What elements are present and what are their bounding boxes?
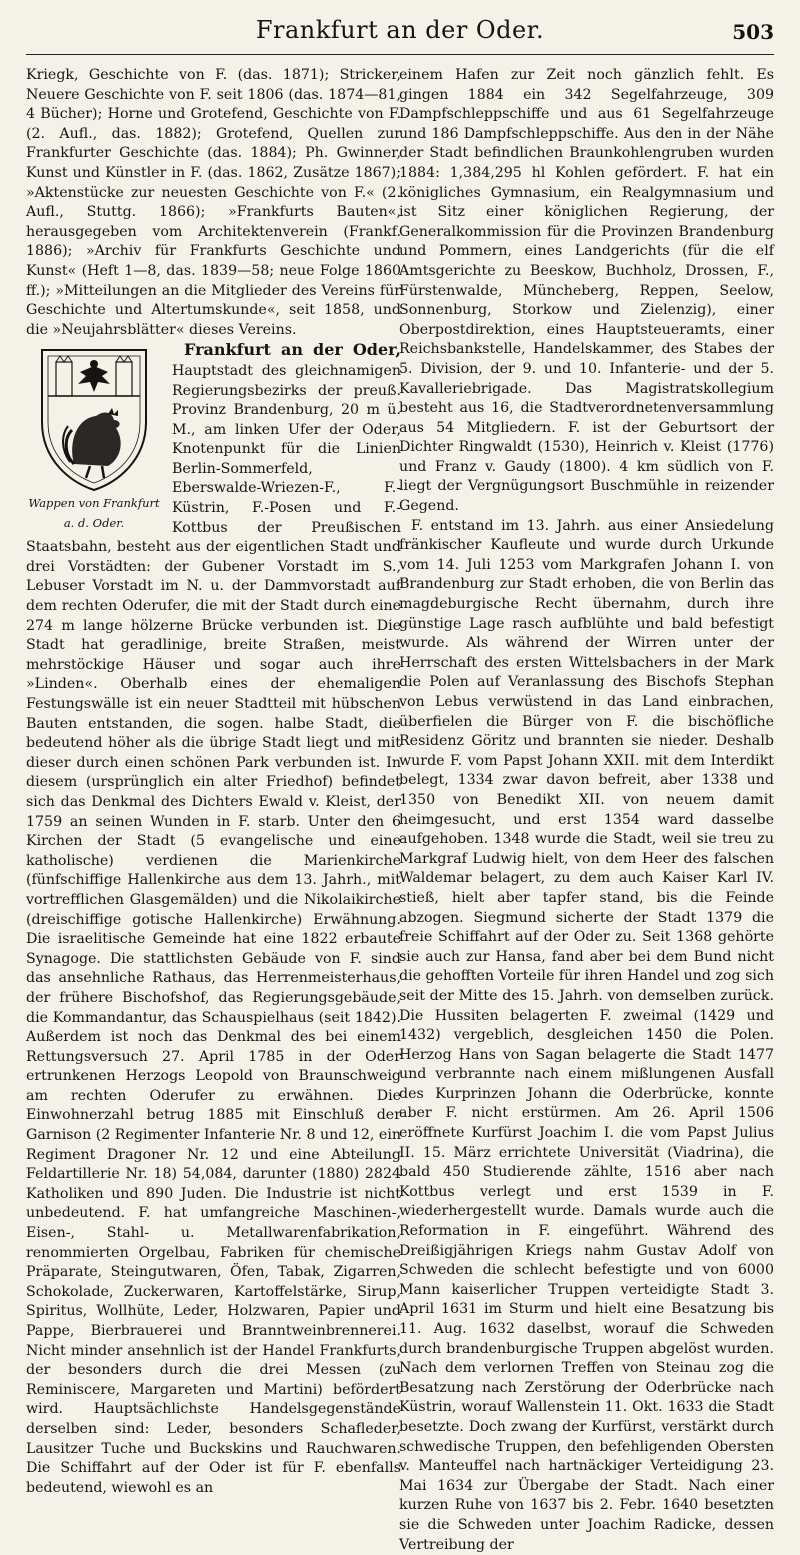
entry-title: Frankfurt an der Oder,: [184, 340, 401, 360]
page-header: [26, 12, 774, 56]
coat-of-arms-figure: [26, 344, 162, 533]
bibliography-paragraph: Kriegk, Geschichte von F. (das. 1871); Stricker, Neuere Geschichte von F. seit 1806 (das. 1874—81, 4 Bücher); Horne und Grotefend, Geschichte von F. (2. Aufl., das. 1882); Grotefend, Quellen zur Frankfurter Geschichte (das. 1884); Ph. Gwinner, Kunst und Künstler in F. (das. 1862, Zusätze 1867); »Aktenstücke zur neuesten Geschichte von F.« (2. Aufl., Stuttg. 1866); »Frankfurts Bauten«, herausgegeben vom Architektenverein (Frankf. 1886); »Archiv für Frankfurts Geschichte und Kunst« (Heft 1—8, das. 1839—58; neue Folge 1860 ff.); »Mitteilungen an die Mitglieder des Vereins für Geschichte und Altertumskunde«, seit 1858, und die »Neujahrsblätter« dieses Vereins.: [26, 67, 401, 338]
figure-caption: Wappen von Frankfurt a. d. Oder.: [28, 496, 160, 530]
running-title: Frankfurt an der Oder.: [255, 16, 545, 44]
header-rule: [26, 54, 774, 55]
history-paragraph: F. entstand im 13. Jahrh. aus einer Ansiedelung fränkischer Kaufleute und wurde durch Urkunde vom 14. Juli 1253 vom Markgrafen Johann I. von Brandenburg zur Stadt erhoben, die von Berlin das magdeburgische Recht übernahm, durch ihre günstige Lage rasch aufblühte und bald befestigt wurde. Als während der Wirren unter der Herrschaft des ersten Wittelsbachers in der Mark die Polen auf Veranlassung des Bischofs Stephan von Lebus verwüstend in das Land einbrachen, überfielen die Bürger von F. die bischöfliche Residenz Göritz und brannten sie nieder. Deshalb wurde F. vom Papst Johann XXII. mit dem Interdikt belegt, 1334 zwar davon befreit, aber 1338 und 1350 von Benedikt XII. von neuem damit heimgesucht, und erst 1354 ward dasselbe aufgehoben. 1348 wurde die Stadt, weil sie treu zu Markgraf Ludwig hielt, von dem Heer des falschen Waldemar belagert, zu dem auch Kaiser Karl IV. stieß, hielt aber tapfer stand, bis die Feinde abzogen. Siegmund sicherte der Stadt 1379 die freie Schiffahrt auf der Oder zu. Seit 1368 gehörte sie auch zur Hansa, fand aber bei dem Bund nicht die gehofften Vorteile für ihren Handel und zog sich seit der Mitte des 15. Jahrh. von demselben zurück. Die Hussiten belagerten F. zweimal (1429 und 1432) vergeblich, desgleichen 1450 die Polen. Herzog Hans von Sagan belagerte die Stadt 1477 und verbrannte nach einem mißlungenen Ausfall des Kurprinzen Johann die Oderbrücke, konnte aber F. nicht erstürmen. Am 26. April 1506 eröffnete Kurfürst Joachim I. die vom Papst Julius II. 15. März errichtete Universität (Viadrina), die bald 450 Studierende zählte, 1516 aber nach Kottbus verlegt und erst 1539 in F. wiederhergestellt wurde. Damals wurde auch die Reformation in F. eingeführt. Während des Dreißigjährigen Kriegs nahm Gustav Adolf von Schweden die schlecht befestigte und von 6000 Mann kaiserlicher Truppen verteidigte Stadt 3. April 1631 im Sturm und hielt eine Besatzung bis 11. Aug. 1632 daselbst, worauf die Schweden durch brandenburgische Truppen abgelöst wurden. Nach dem verlornen Treffen von Steinau zog die Besatzung nach Zerstörung der Oderbrücke nach Küstrin, worauf Wallenstein 11. Okt. 1633 die Stadt besetzte. Doch zwang der Kurfürst, verstärkt durch schwedische Truppen, den befehligenden Obersten v. Manteuffel nach hartnäckiger Verteidigung 23. Mai 1634 zur Übergabe der Stadt. Nach einer kurzen Ruhe von 1637 bis 2. Febr. 1640 besetzten sie die Schweden unter Joachim Radicke, dessen Vertreibung der: [399, 517, 774, 1553]
entry-paragraph: [26, 340, 401, 1498]
coat-of-arms-image: [34, 344, 154, 494]
right-column: [399, 66, 774, 1553]
left-column: [26, 66, 401, 1496]
page-number: 503: [732, 20, 774, 44]
statistics-paragraph: einem Hafen zur Zeit noch gänzlich fehlt. Es gingen 1884 ein 342 Segelfahrzeuge, 309 Dampfschleppschiffe und aus 61 Segelfahrzeuge und 186 Dampfschleppschiffe. Aus den in der Nähe der Stadt befindlichen Braunkohlengruben wurden 1884: 1,384,295 hl Kohlen gefördert. F. hat ein königliches Gymnasium, ein Realgymnasium und ist Sitz einer königlichen Regierung, der Generalkommission für die Provinzen Brandenburg und Pommern, eines Landgerichts (für die elf Amtsgerichte zu Beeskow, Buchholz, Drossen, F., Fürstenwalde, Müncheberg, Reppen, Seelow, Sonnenburg, Storkow und Zielenzig), einer Oberpostdirektion, eines Hauptsteueramts, einer Reichsbankstelle, Handelskammer, des Stabes der 5. Division, der 9. und 10. Infanterie- und der 5. Kavalleriebrigade. Das Magistratskollegium besteht aus 16, die Stadtverordnetenversammlung aus 54 Mitgliedern. F. ist der Geburtsort der Dichter Ringwaldt (1530), Heinrich v. Kleist (1776) und Franz v. Gaudy (1800). 4 km südlich von F. liegt der Vergnügungsort Buschmühle in reizender Gegend.: [399, 67, 774, 515]
entry-text: Hauptstadt des gleichnamigen Regierungsbezirks der preuß. Provinz Brandenburg, 20 m ü. M., am linken Ufer der Oder, Knotenpunkt für die Linien Berlin-Sommerfeld, Eberswalde-Wriezen-F., F.-Küstrin, F.-Posen und F.-Kottbus der Preußischen Staatsbahn, besteht aus der eigentlichen Stadt und drei Vorstädten: der Gubener Vorstadt im S., Lebuser Vorstadt im N. u. der Dammvorstadt auf dem rechten Oderufer, die mit der Stadt durch eine 274 m lange hölzerne Brücke verbunden ist. Die Stadt hat geradlinige, breite Straßen, meist mehrstöckige Häuser und sogar auch ihre »Linden«. Oberhalb eines der ehemaligen Festungswälle ist ein neuer Stadtteil mit hübschen Bauten entstanden, die sogen. halbe Stadt, die bedeutend höher als die übrige Stadt liegt und mit dieser durch einen schönen Park verbunden ist. In diesem (ursprünglich ein alter Friedhof) befindet sich das Denkmal des Dichters Ewald v. Kleist, der 1759 an seinen Wunden in F. starb. Unter den 6 Kirchen der Stadt (5 evangelische und eine katholische) verdienen die Marienkirche (fünfschiffige Hallenkirche aus dem 13. Jahrh., mit vortrefflichen Glasgemälden) und die Nikolaikirche (dreischiffige gotische Hallenkirche) Erwähnung. Die israelitische Gemeinde hat eine 1822 erbaute Synagoge. Die stattlichsten Gebäude von F. sind das ansehnliche Rathaus, das Herrenmeisterhaus, der frühere Bischofshof, das Regierungsgebäude, die Kommandantur, das Schauspielhaus (seit 1842). Außerdem ist noch das Denkmal des bei einem Rettungsversuch 27. April 1785 in der Oder ertrunkenen Herzogs Leopold von Braunschweig am rechten Oderufer zu erwähnen. Die Einwohnerzahl betrug 1885 mit Einschluß der Garnison (2 Regimenter Infanterie Nr. 8 und 12, ein Regiment Dragoner Nr. 12 und eine Abteilung Feldartillerie Nr. 18) 54,084, darunter (1880) 2824 Katholiken und 890 Juden. Die Industrie ist nicht unbedeutend. F. hat umfangreiche Maschinen-, Eisen-, Stahl- u. Metallwarenfabrikation, renommierten Orgelbau, Fabriken für chemische Präparate, Steingutwaren, Öfen, Tabak, Zigarren, Schokolade, Zuckerwaren, Kartoffelstärke, Sirup, Spiritus, Wollhüte, Leder, Holzwaren, Papier und Pappe, Bierbrauerei und Branntweinbrennerei. Nicht minder ansehnlich ist der Handel Frankfurts, der besonders durch die drei Messen (zu Reminiscere, Margareten und Martini) befördert wird. Hauptsächlichste Handelsgegenstände derselben sind: Leder, besonders Schafleder, Lausitzer Tuche und Buckskins und Rauchwaren. Die Schiffahrt auf der Oder ist für F. ebenfalls bedeutend, wiewohl es an: [26, 362, 401, 1496]
